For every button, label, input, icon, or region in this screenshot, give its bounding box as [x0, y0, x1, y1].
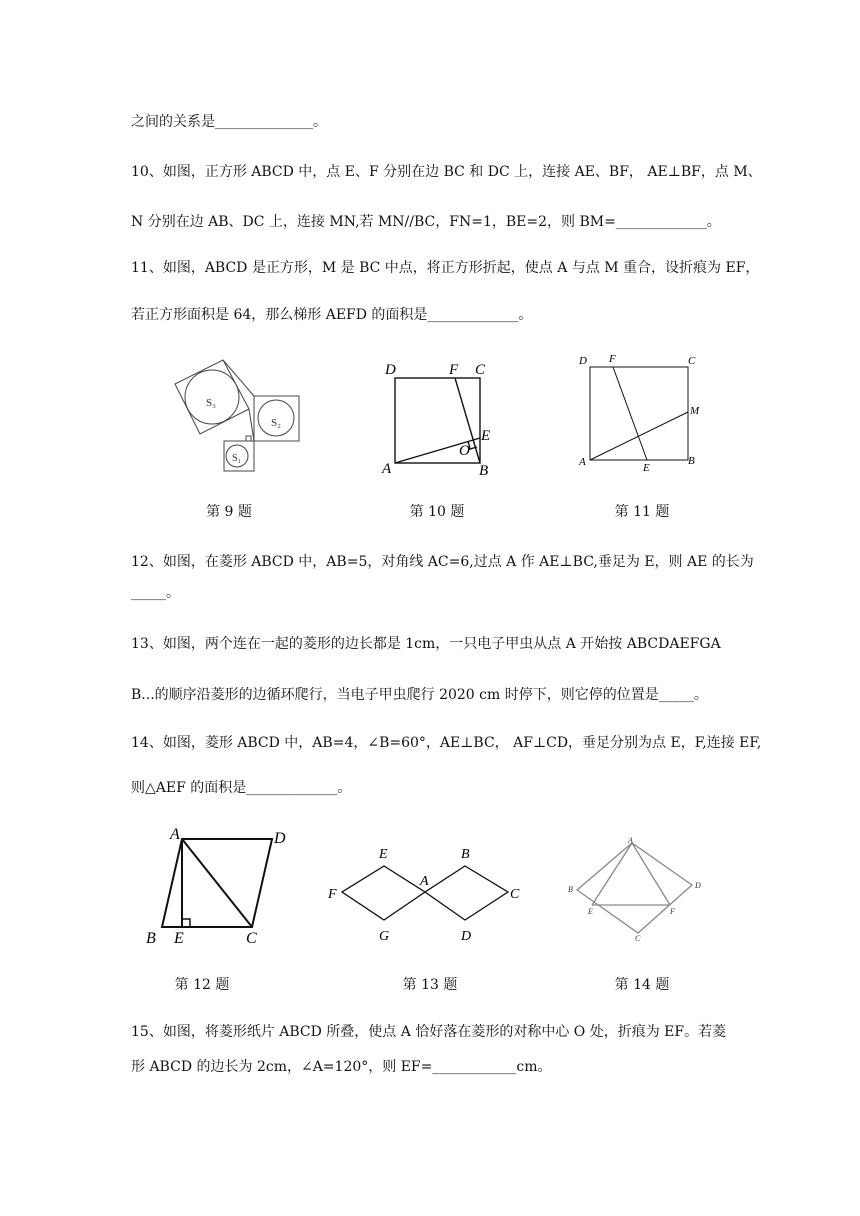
- q11-label-M: M: [690, 405, 700, 417]
- q11-label-F: F: [609, 353, 616, 365]
- question-14-line-2: 则△AEF 的面积是_____________。: [131, 780, 352, 796]
- question-14-line-1: 14、如图，菱形 ABCD 中，AB=4，∠B=60°，AE⊥BC， AF⊥CD，垂足分别为点 E，F,连接 EF,: [131, 735, 762, 751]
- q13-label-E: E: [379, 847, 388, 862]
- q14-label-D: D: [695, 881, 701, 890]
- q10-label-E: E: [481, 428, 491, 444]
- q12-label-B: B: [146, 930, 156, 947]
- figure-q14: [560, 835, 710, 945]
- caption-q14: 第 14 题: [614, 977, 670, 993]
- q9-label-s2: S₂: [271, 417, 281, 429]
- figure-q9: [170, 350, 310, 475]
- q10-label-D: D: [385, 362, 396, 378]
- q13-label-C: C: [510, 887, 520, 902]
- caption-q9: 第 9 题: [206, 504, 252, 520]
- q12-label-C: C: [246, 930, 257, 947]
- q9-label-s3: S₃: [206, 397, 216, 409]
- q13-label-D: D: [461, 929, 472, 944]
- figure-q12: [140, 825, 300, 950]
- q11-label-B: B: [688, 455, 695, 467]
- q12-label-D: D: [274, 830, 286, 847]
- q14-label-E: E: [588, 907, 593, 916]
- figure-q11: [575, 350, 710, 475]
- question-11-line-1: 11、如图，ABCD 是正方形，M 是 BC 中点，将正方形折起，使点 A 与点 M 重合，设折痕为 EF，: [131, 260, 760, 276]
- question-11-line-2: 若正方形面积是 64，那么梯形 AEFD 的面积是_____________。: [131, 307, 533, 323]
- q13-label-G: G: [379, 929, 390, 944]
- figure-q10: [375, 358, 505, 478]
- q10-label-B: B: [479, 463, 489, 479]
- q11-label-C: C: [688, 355, 696, 367]
- q12-label-E: E: [174, 930, 184, 947]
- question-12-line-1: 12、如图，在菱形 ABCD 中，AB=5，对角线 AC=6,过点 A 作 AE⊥BC,垂足为 E，则 AE 的长为: [131, 554, 754, 570]
- q14-label-B: B: [568, 885, 573, 894]
- question-10-line-1: 10、如图，正方形 ABCD 中，点 E、F 分别在边 BC 和 DC 上，连接 AE、BF， AE⊥BF，点 M、: [131, 164, 762, 180]
- caption-q13: 第 13 题: [402, 977, 458, 993]
- question-10-line-2: N 分别在边 AB、DC 上，连接 MN,若 MN//BC，FN=1，BE=2，则 BM=_____________。: [131, 214, 721, 230]
- q12-label-A: A: [170, 826, 180, 843]
- figure-q13: [325, 840, 525, 945]
- question-12-line-2: _____。: [131, 585, 180, 601]
- q13-label-B: B: [461, 847, 470, 862]
- q14-label-F: F: [670, 907, 675, 916]
- q14-label-A: A: [628, 836, 633, 845]
- q11-label-D: D: [579, 355, 587, 367]
- q14-label-C: C: [635, 934, 641, 943]
- q10-label-A: A: [382, 461, 392, 477]
- caption-q11: 第 11 题: [614, 504, 670, 520]
- q9-label-s1: S₁: [232, 453, 242, 464]
- question-15-line-1: 15、如图，将菱形纸片 ABCD 所叠，使点 A 恰好落在菱形的对称中心 O 处，折痕为 EF。若菱: [131, 1024, 727, 1040]
- q13-label-F: F: [328, 887, 337, 902]
- q13-label-A: A: [420, 874, 429, 889]
- q11-label-A: A: [579, 456, 586, 468]
- q11-label-E: E: [643, 462, 650, 474]
- q10-label-C: C: [475, 362, 486, 378]
- caption-q12: 第 12 题: [174, 977, 230, 993]
- q10-label-O: O: [459, 443, 470, 459]
- question-13-line-1: 13、如图，两个连在一起的菱形的边长都是 1cm，一只电子甲虫从点 A 开始按 ABCDAEFGA: [131, 636, 721, 652]
- question-13-line-2: B...的顺序沿菱形的边循环爬行，当电子甲虫爬行 2020 cm 时停下，则它停的位置是_____。: [131, 687, 708, 703]
- caption-q10: 第 10 题: [409, 504, 465, 520]
- q10-label-F: F: [449, 362, 459, 378]
- question-15-line-2: 形 ABCD 的边长为 2cm，∠A=120°，则 EF=____________cm。: [131, 1059, 552, 1075]
- text-line-9-answer: 之间的关系是______________。: [131, 114, 327, 130]
